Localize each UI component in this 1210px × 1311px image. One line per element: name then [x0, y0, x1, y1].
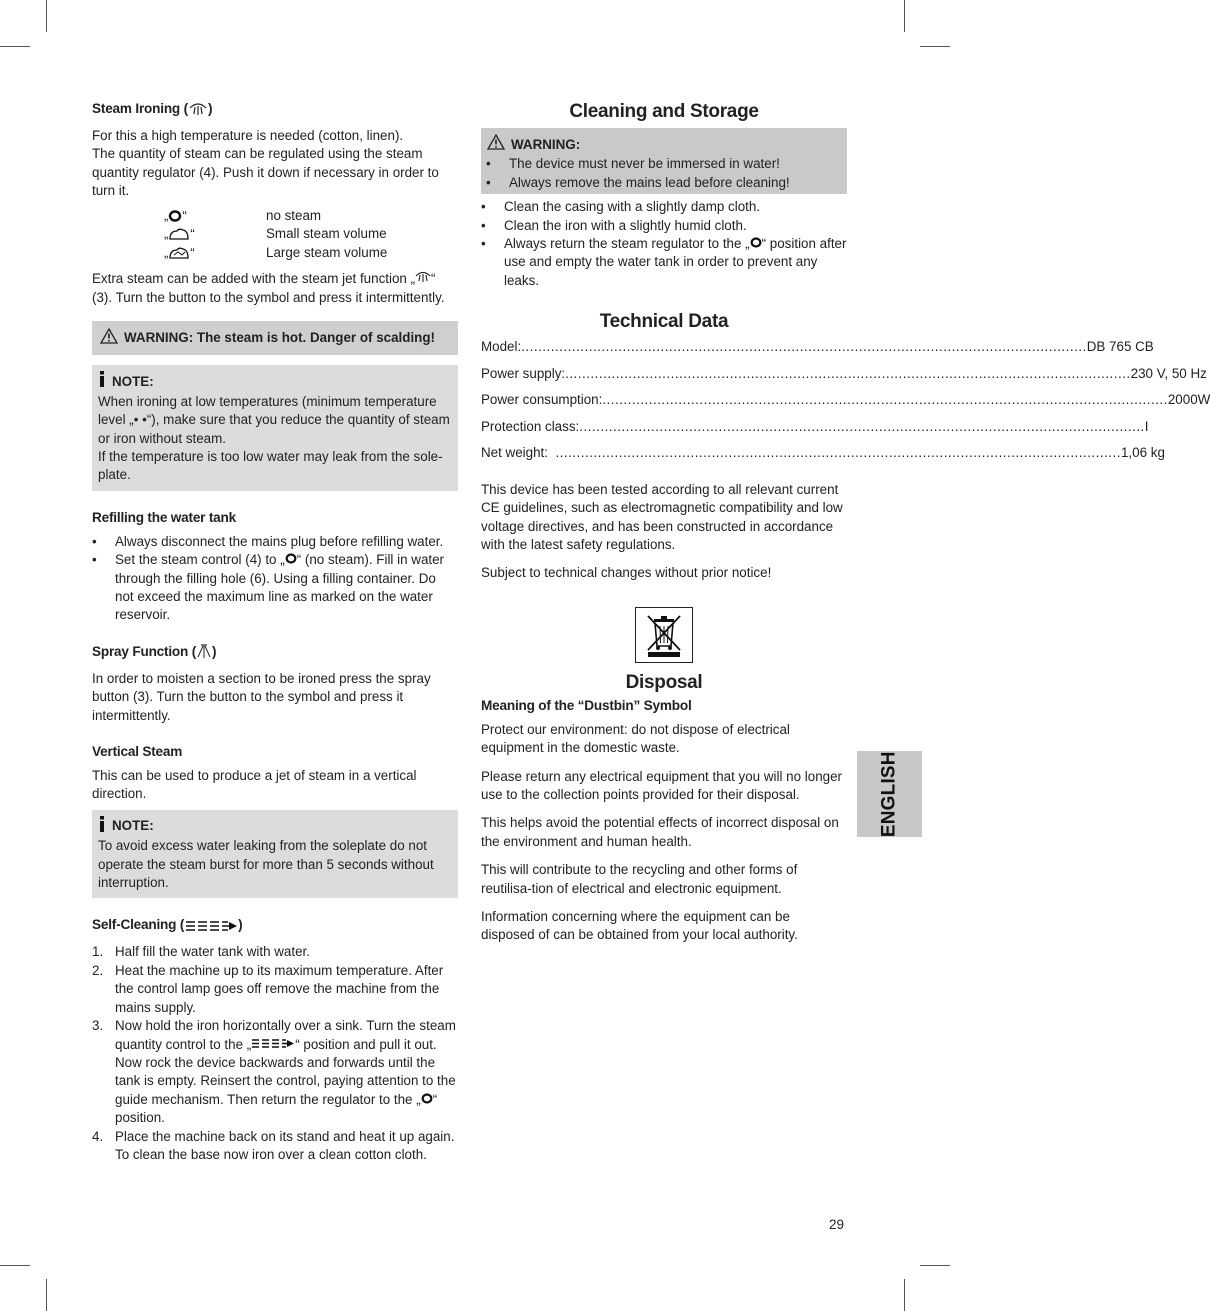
steam-level-row: „ “ Small steam volume [164, 225, 458, 244]
list-item: • Clean the iron with a slightly humid cloth. [481, 217, 847, 235]
disposal-title: Disposal [625, 671, 703, 693]
self-clean-arrow-icon [251, 1037, 295, 1052]
cleaning-warning-box [481, 128, 847, 194]
info-icon [98, 816, 106, 837]
disposal-paragraph: This will contribute to the recycling and other forms of reutilisa-tion of electrical and electronic equipment. [481, 862, 798, 896]
vertical-steam-text: This can be used to produce a jet of steam in a vertical direction. [92, 768, 417, 802]
scald-warning: WARNING: The steam is hot. Danger of scalding! [92, 321, 458, 355]
list-item: 3. Now hold the iron horizontally over a sink. Turn the steam quantity control to the „ “ position and pull it out. Now rock the device backwards and forwards until the tank is empty. Reinsert the control, paying attention to the guide mechanism. Then return the regulator to the „ “ position. [92, 1018, 456, 1126]
crop-mark [0, 46, 30, 47]
steam-ironing-heading: Steam Ironing ( ) [92, 100, 458, 121]
list-item: 1. Half fill the water tank with water. [92, 944, 310, 960]
technical-row: Power supply: ...................................................................................................................................... 230 V, 50 Hz [481, 365, 1207, 381]
steam-levels-table [164, 207, 458, 263]
technical-row: Protection class: ...................................................................................................................................... I [481, 418, 1149, 434]
extra-steam-text: Extra steam can be added with the steam jet function „ “ (3). Turn the button to the symbol and press it intermittently. [92, 271, 445, 305]
note-box: NOTE: To avoid excess water leaking from the soleplate do not operate the steam burst for more than 5 seconds without interruption. [92, 810, 458, 899]
list-item: 4. Place the machine back on its stand and heat it up again. To clean the base now iron over a clean cotton cloth. [92, 1128, 455, 1162]
info-icon [98, 371, 106, 392]
refilling-heading: Refilling the water tank [92, 509, 237, 525]
list-item: 2. Heat the machine up to its maximum temperature. After the control lamp goes off remove the machine from the mains supply. [92, 962, 444, 1015]
changes-notice: Subject to technical changes without prior notice! [481, 565, 772, 581]
steam-jet-icon [415, 271, 431, 286]
technical-row: Power consumption: ...................................................................................................................................... 2000W [481, 392, 1210, 408]
crossed-out-bin-icon [635, 607, 693, 663]
list-item: • Always disconnect the mains plug before refilling water. [92, 533, 458, 551]
cleaning-storage-title: Cleaning and Storage [569, 101, 759, 122]
refilling-list [92, 533, 458, 625]
language-tab: ENGLISH [857, 751, 922, 837]
list-item: • Clean the casing with a slightly damp cloth. [481, 198, 847, 216]
self-clean-arrow-icon [184, 919, 238, 937]
note-heading: NOTE: [98, 371, 452, 392]
list-item: • The device must never be immersed in water! [486, 155, 841, 173]
technical-data-table [481, 330, 1210, 463]
crop-mark [920, 46, 950, 47]
steam-level-row: „ “ Large steam volume [164, 244, 458, 263]
crop-mark [0, 1265, 30, 1266]
cleaning-list [481, 198, 847, 290]
disposal-paragraph: This helps avoid the potential effects of incorrect disposal on the environment and human health. [481, 815, 839, 849]
steam-iron-icon [188, 101, 208, 121]
self-cleaning-steps [92, 943, 458, 1164]
technical-data-title: Technical Data [599, 311, 729, 333]
self-cleaning-heading: Self-Cleaning ( ) [92, 916, 458, 937]
note-box: NOTE: When ironing at low temperatures (minimum temperature level „• •“), make sure that you reduce the quantity of steam or iron without steam. If the temperature is too low water may leak from the sole-plate. [92, 365, 458, 490]
small-steam-cloud-icon: „ “ [164, 226, 195, 242]
vertical-steam-heading: Vertical Steam [92, 744, 183, 760]
warning-heading: WARNING: [487, 134, 841, 155]
spray-heading: Spray Function ( ) [92, 643, 458, 664]
list-item: • Always remove the mains lead before cleaning! [486, 174, 841, 192]
technical-row: Net weight: ...................................................................................................................................... 1,06 kg [481, 445, 1165, 461]
steam-ironing-text: The quantity of steam can be regulated using the steam quantity regulator (4). Push it down if necessary in order to turn it. [92, 146, 439, 199]
no-steam-circle-icon: „ “ [164, 207, 187, 223]
dustbin-symbol-heading: Meaning of the “Dustbin” Symbol [481, 697, 692, 713]
list-item: • Always return the steam regulator to the „ “ position after use and empty the water tank in order to prevent any leaks. [481, 235, 847, 290]
left-column [92, 100, 458, 1164]
no-steam-circle-icon [285, 552, 297, 567]
crop-mark [920, 1265, 950, 1266]
large-steam-cloud-icon: „ “ [164, 244, 195, 260]
steam-level-row: „ “ no steam [164, 207, 458, 226]
technical-row: Model: ...................................................................................................................................... DB 765 CB [481, 339, 1154, 355]
warning-triangle-icon [100, 328, 118, 349]
crop-mark [46, 0, 47, 32]
crop-mark [904, 0, 905, 32]
list-item: • Set the steam control (4) to „ “ (no steam). Fill in water through the filling hole (6). Using a filling container. Do not exceed the maximum line as marked on the water reservoir. [92, 551, 458, 625]
disposal-paragraph: Information concerning where the equipment can be disposed of can be obtained from your local authority. [481, 909, 798, 943]
warning-triangle-icon [487, 134, 505, 155]
spray-icon [196, 644, 212, 664]
warning-list [486, 155, 841, 192]
no-steam-circle-icon [750, 236, 762, 251]
note-heading: NOTE: [98, 816, 452, 837]
page-number: 29 [829, 1217, 845, 1232]
crop-mark [904, 1279, 905, 1311]
no-steam-circle-icon [421, 1092, 433, 1107]
steam-ironing-text: For this a high temperature is needed (cotton, linen). [92, 128, 404, 143]
crop-mark [46, 1279, 47, 1311]
disposal-paragraph: Please return any electrical equipment that you will no longer use to the collection points provided for their disposal. [481, 768, 843, 802]
compliance-text: This device has been tested according to all relevant current CE guidelines, such as electromagnetic compatibility and low voltage directives, and has been constructed in accordance with the latest safety regulations. [481, 481, 843, 552]
disposal-paragraph: Protect our environment: do not dispose of electrical equipment in the domestic waste. [481, 721, 790, 756]
spray-text: In order to moisten a section to be ironed press the spray button (3). Turn the button to the symbol and press it intermittently. [92, 670, 431, 723]
